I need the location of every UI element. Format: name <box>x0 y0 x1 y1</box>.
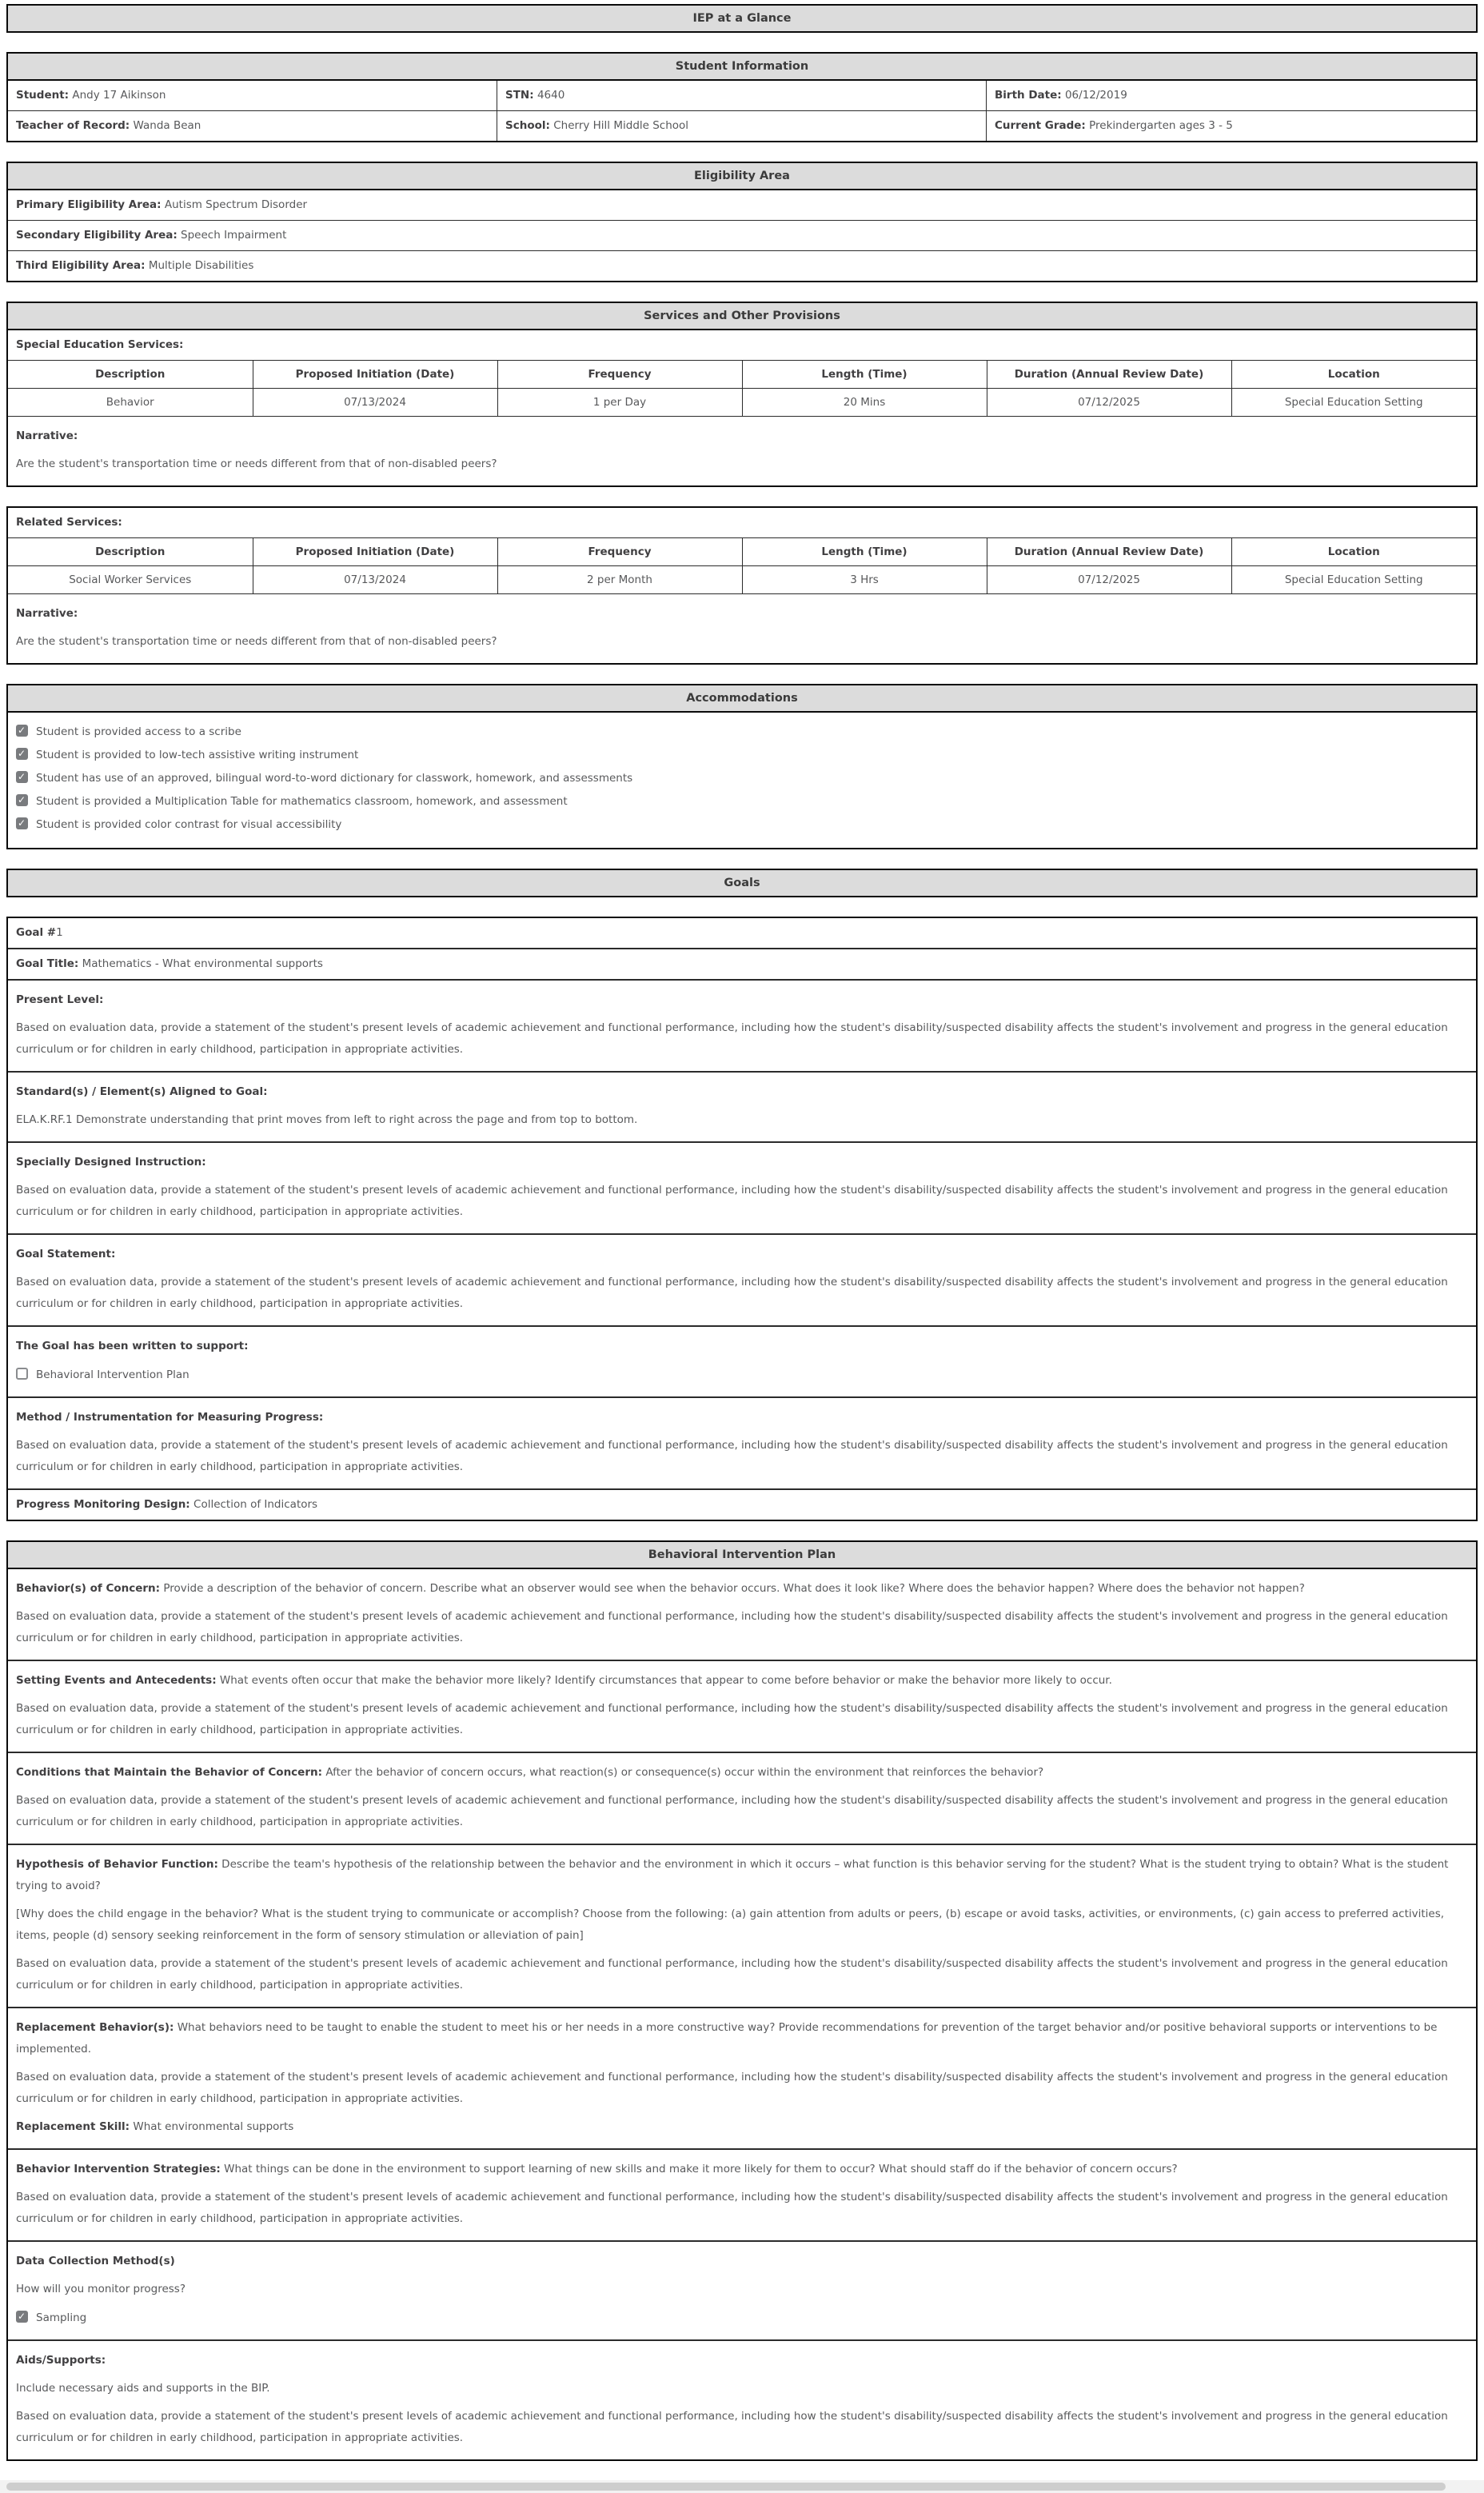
col-proposed-initiation: Proposed Initiation (Date) <box>253 538 497 566</box>
related-services-table-wrap <box>8 538 1476 594</box>
prompt-text: Describe the team's hypothesis of the relationship between the behavior and the environment in which it occurs – what function is this behavior serving for the student? What is the student trying to obtain? What is the student trying to avoid? <box>16 1858 1449 1892</box>
field-value: Cherry Hill Middle School <box>553 119 689 132</box>
cell-description: Social Worker Services <box>8 566 253 594</box>
data-collection-option-label: Sampling <box>36 2311 87 2324</box>
related-services-section <box>6 506 1478 665</box>
cell-length: 20 Mins <box>742 389 987 417</box>
col-location: Location <box>1231 538 1476 566</box>
goal-support-row: The Goal has been written to support: Behavioral Intervention Plan <box>8 1327 1476 1398</box>
accommodations-list <box>8 713 1476 848</box>
cell-length: 3 Hrs <box>742 566 987 594</box>
checkbox-unchecked-icon[interactable] <box>16 1368 28 1380</box>
checkbox-checked-icon[interactable] <box>16 771 28 783</box>
stn-field <box>497 81 987 110</box>
setting-events-text: Based on evaluation data, provide a statement of the student's present levels of academic achievement and functional performance, including how the student's disability/suspected disability affects the student's involvement and progress in the general education curriculum or for children in early childhood, participation in appropriate activities. <box>16 1702 1448 1736</box>
prompt-text: What things can be done in the environment to support learning of new skills and make it more likely for them to occur? What should staff do if the behavior of concern occurs? <box>224 2163 1178 2175</box>
behaviors-of-concern-text: Based on evaluation data, provide a statement of the student's present levels of academic achievement and functional performance, including how the student's disability/suspected disability affects the student's involvement and progress in the general education curriculum or for children in early childhood, participation in appropriate activities. <box>16 1610 1448 1644</box>
narrative-text: Are the student's transportation time or needs different from that of non-disabled peers? <box>16 457 497 470</box>
services-narrative <box>8 417 1476 485</box>
checkbox-checked-icon[interactable] <box>16 817 28 829</box>
aids-text: Based on evaluation data, provide a statement of the student's present levels of academic achievement and functional performance, including how the student's disability/suspected disability affects the student's involvement and progress in the general education curriculum or for children in early childhood, participation in appropriate activities. <box>16 2410 1448 2444</box>
services-header: Services and Other Provisions <box>8 303 1476 330</box>
pmd-value: Collection of Indicators <box>193 1498 318 1511</box>
field-label: STN: <box>505 89 534 102</box>
col-duration: Duration (Annual Review Date) <box>987 361 1231 389</box>
related-services-table <box>8 538 1476 593</box>
cell-description: Behavior <box>8 389 253 417</box>
related-services-label: Related Services: <box>8 508 1476 538</box>
goals-header: Goals <box>8 870 1476 896</box>
field-value: 06/12/2019 <box>1064 89 1127 102</box>
field-label: Secondary Eligibility Area: <box>16 229 178 242</box>
related-services-narrative <box>8 594 1476 663</box>
eligibility-section <box>6 162 1478 282</box>
goal-statement-text: Based on evaluation data, provide a statement of the student's present levels of academic achievement and functional performance, including how the student's disability/suspected disability affects the student's involvement and progress in the general education curriculum or for children in early childhood, participation in appropriate activities. <box>16 1276 1448 1310</box>
student-field <box>8 81 497 110</box>
measuring-progress-row: Method / Instrumentation for Measuring Progress: Based on evaluation data, provide a statement of the student's present levels of academic achievement and functional performance, including how the student's disability/suspected disability affects the student's involvement and progress in the general education curriculum or for children in early childhood, participation in appropriate activities. <box>8 1398 1476 1490</box>
aids-supports-row: Aids/Supports: Include necessary aids and supports in the BIP. Based on evaluation data, provide a statement of the student's present levels of academic achievement and functional performance, including how the student's disability/suspected disability affects the student's involvement and progress in the general education curriculum or for children in early childhood, participation in appropriate activities. <box>8 2341 1476 2459</box>
narrative-label: Narrative: <box>16 607 78 620</box>
conditions-text: Based on evaluation data, provide a statement of the student's present levels of academic achievement and functional performance, including how the student's disability/suspected disability affects the student's involvement and progress in the general education curriculum or for children in early childhood, participation in appropriate activities. <box>16 1794 1448 1828</box>
special-education-services-label: Special Education Services: <box>8 330 1476 361</box>
field-value: Wanda Bean <box>133 119 201 132</box>
goal-statement-row: Goal Statement: Based on evaluation data, provide a statement of the student's present levels of academic achievement and functional performance, including how the student's disability/suspected disability affects the student's involvement and progress in the general education curriculum or for children in early childhood, participation in appropriate activities. <box>8 1235 1476 1327</box>
goal-number: 1 <box>56 926 63 939</box>
goal-number-row: Goal #1 <box>8 918 1476 949</box>
cell-frequency: 1 per Day <box>497 389 742 417</box>
field-value: Speech Impairment <box>181 229 287 242</box>
special-education-services-table <box>8 361 1476 416</box>
accommodation-label: Student is provided to low-tech assistive writing instrument <box>36 749 359 761</box>
accommodation-item <box>16 767 1468 789</box>
replacement-behaviors-text: Based on evaluation data, provide a statement of the student's present levels of academic achievement and functional performance, including how the student's disability/suspected disability affects the student's involvement and progress in the general education curriculum or for children in early childhood, participation in appropriate activities. <box>16 2071 1448 2105</box>
prompt-text: After the behavior of concern occurs, what reaction(s) or consequence(s) occur within the environment that reinforces the behavior? <box>325 1766 1044 1779</box>
accommodation-item <box>16 813 1468 836</box>
present-level-row: Present Level: Based on evaluation data, provide a statement of the student's present levels of academic achievement and functional performance, including how the student's disability/suspected disability affects the student's involvement and progress in the general education curriculum or for children in early childhood, participation in appropriate activities. <box>8 981 1476 1073</box>
intervention-strategies-row: Behavior Intervention Strategies: What things can be done in the environment to support learning of new skills and make it more likely for them to occur? What should staff do if the behavior of concern occurs? Based on evaluation data, provide a statement of the student's present levels of academic achievement and functional performance, including how the student's disability/suspected disability affects the student's involvement and progress in the general education curriculum or for children in early childhood, participation in appropriate activities. <box>8 2150 1476 2242</box>
progress-monitoring-design-row: Progress Monitoring Design: Collection of Indicators <box>16 1498 318 1511</box>
col-location: Location <box>1231 361 1476 389</box>
narrative-text: Are the student's transportation time or needs different from that of non-disabled peers? <box>16 635 497 648</box>
col-description: Description <box>8 361 253 389</box>
checkbox-checked-icon[interactable] <box>16 2311 28 2323</box>
field-value: 4640 <box>537 89 565 102</box>
accommodation-label: Student has use of an approved, bilingual word-to-word dictionary for classwork, homework, and assessments <box>36 772 633 785</box>
student-information-header: Student Information <box>8 54 1476 81</box>
title-bar-box <box>6 4 1478 33</box>
field-value: Prekindergarten ages 3 - 5 <box>1089 119 1233 132</box>
setting-events-row: Setting Events and Antecedents: What events often occur that make the behavior more likely? Identify circumstances that appear to come before behavior or make the behavior more likely to occur. Based on evaluation data, provide a statement of the student's present levels of academic achievement and functional performance, including how the student's disability/suspected disability affects the student's involvement and progress in the general education curriculum or for children in early childhood, participation in appropriate activities. <box>8 1661 1476 1753</box>
intervention-strategies-text: Based on evaluation data, provide a statement of the student's present levels of academic achievement and functional performance, including how the student's disability/suspected disability affects the student's involvement and progress in the general education curriculum or for children in early childhood, participation in appropriate activities. <box>16 2191 1448 2225</box>
col-frequency: Frequency <box>497 361 742 389</box>
cell-frequency: 2 per Month <box>497 566 742 594</box>
field-label: Birth Date: <box>995 89 1062 102</box>
present-level-text: Based on evaluation data, provide a statement of the student's present levels of academic achievement and functional performance, including how the student's disability/suspected disability affects the student's involvement and progress in the general education curriculum or for children in early childhood, participation in appropriate activities. <box>16 1021 1448 1056</box>
goals-header-box <box>6 869 1478 897</box>
hypothesis-row: Hypothesis of Behavior Function: Describe the team's hypothesis of the relationship between the behavior and the environment in which it occurs – what function is this behavior serving for the student? What is the student trying to obtain? What is the student trying to avoid? [Why does the child engage in the behavior? What is the student trying to communicate or accomplish? Choose from the following: (a) gain attention from adults or peers, (b) escape or avoid tasks, activities, or environments, (c) gain access to preferred activities, items, people (d) sensory seeking reinforcement in the form of sensory stimulation or alleviation of pain] Based on evaluation data, provide a statement of the student's present levels of academic achievement and functional performance, including how the student's disability/suspected disability affects the student's involvement and progress in the general education curriculum or for children in early childhood, participation in appropriate activities. <box>8 1845 1476 2008</box>
conditions-row: Conditions that Maintain the Behavior of Concern: After the behavior of concern occurs, what reaction(s) or consequence(s) occur within the environment that reinforces the behavior? Based on evaluation data, provide a statement of the student's present levels of academic achievement and functional performance, including how the student's disability/suspected disability affects the student's involvement and progress in the general education curriculum or for children in early childhood, participation in appropriate activities. <box>8 1753 1476 1845</box>
eligibility-header: Eligibility Area <box>8 163 1476 190</box>
standards-text: ELA.K.RF.1 Demonstrate understanding that print moves from left to right across the page and from top to bottom. <box>16 1113 638 1126</box>
birth-date-field <box>987 81 1476 110</box>
table-header-row <box>8 361 1476 389</box>
sdi-text: Based on evaluation data, provide a statement of the student's present levels of academic achievement and functional performance, including how the student's disability/suspected disability affects the student's involvement and progress in the general education curriculum or for children in early childhood, participation in appropriate activities. <box>16 1184 1448 1218</box>
accommodation-item <box>16 744 1468 766</box>
table-header-row <box>8 538 1476 566</box>
bip-header: Behavioral Intervention Plan <box>8 1542 1476 1569</box>
field-value: Andy 17 Aikinson <box>72 89 166 102</box>
student-info-row-2 <box>8 111 1476 141</box>
col-proposed-initiation: Proposed Initiation (Date) <box>253 361 497 389</box>
replacement-behaviors-row: Replacement Behavior(s): What behaviors need to be taught to enable the student to meet his or her needs in a more constructive way? Provide recommendations for prevention of the target behavior and/or positive behavioral supports or interventions to be implemented. Based on evaluation data, provide a statement of the student's present levels of academic achievement and functional performance, including how the student's disability/suspected disability affects the student's involvement and progress in the general education curriculum or for children in early childhood, participation in appropriate activities. Replacement Skill: What environmental supports <box>8 2008 1476 2150</box>
standards-row: Standard(s) / Element(s) Aligned to Goal: ELA.K.RF.1 Demonstrate understanding that print moves from left to right across the page and from top to bottom. <box>8 1073 1476 1143</box>
third-eligibility-row <box>8 251 1476 281</box>
hypothesis-bracket-text: [Why does the child engage in the behavior? What is the student trying to communicate or accomplish? Choose from the following: (a) gain attention from adults or peers, (b) escape or avoid tasks, activities, or environments, (c) gain access to preferred activities, items, people (d) sensory seeking reinforcement in the form of sensory stimulation or alleviation of pain] <box>16 1908 1445 1942</box>
checkbox-checked-icon[interactable] <box>16 794 28 806</box>
data-collection-question: How will you monitor progress? <box>16 2283 186 2295</box>
accommodations-header: Accommodations <box>8 685 1476 713</box>
narrative-label: Narrative: <box>16 429 78 442</box>
col-length: Length (Time) <box>742 538 987 566</box>
current-grade-field <box>987 111 1476 141</box>
accommodation-label: Student is provided a Multiplication Table for mathematics classroom, homework, and assessment <box>36 795 568 808</box>
table-row <box>8 389 1476 417</box>
col-frequency: Frequency <box>497 538 742 566</box>
col-length: Length (Time) <box>742 361 987 389</box>
data-collection-row: Data Collection Method(s) How will you monitor progress? ✓Sampling <box>8 2242 1476 2341</box>
hypothesis-text: Based on evaluation data, provide a statement of the student's present levels of academic achievement and functional performance, including how the student's disability/suspected disability affects the student's involvement and progress in the general education curriculum or for children in early childhood, participation in appropriate activities. <box>16 1957 1448 1992</box>
accommodation-item <box>16 790 1468 813</box>
field-label: Primary Eligibility Area: <box>16 198 162 211</box>
accommodation-label: Student is provided access to a scribe <box>36 725 241 738</box>
aids-desc: Include necessary aids and supports in the BIP. <box>16 2382 270 2395</box>
col-duration: Duration (Annual Review Date) <box>987 538 1231 566</box>
support-option <box>16 1364 1468 1386</box>
bip-section <box>6 1540 1478 2461</box>
cell-proposed-initiation: 07/13/2024 <box>253 389 497 417</box>
scrollbar-thumb[interactable] <box>6 2483 1446 2491</box>
field-label: Teacher of Record: <box>16 119 130 132</box>
prompt-text: What behaviors need to be taught to enable the student to meet his or her needs in a more constructive way? Provide recommendations for prevention of the target behavior and/or positive behavioral supports or interventions to be implemented. <box>16 2021 1438 2056</box>
support-option-label: Behavioral Intervention Plan <box>36 1368 189 1381</box>
field-label: Third Eligibility Area: <box>16 259 146 272</box>
cell-duration: 07/12/2025 <box>987 389 1231 417</box>
school-field <box>497 111 987 141</box>
teacher-field <box>8 111 497 141</box>
field-value: Autism Spectrum Disorder <box>164 198 308 211</box>
cell-proposed-initiation: 07/13/2024 <box>253 566 497 594</box>
accommodations-section <box>6 684 1478 849</box>
replacement-skill-value: What environmental supports <box>133 2120 294 2133</box>
services-section <box>6 302 1478 487</box>
goal-section <box>6 917 1478 1521</box>
measuring-progress-text: Based on evaluation data, provide a statement of the student's present levels of academic achievement and functional performance, including how the student's disability/suspected disability affects the student's involvement and progress in the general education curriculum or for children in early childhood, participation in appropriate activities. <box>16 1439 1448 1473</box>
behaviors-of-concern-row: Behavior(s) of Concern: Provide a description of the behavior of concern. Describe what an observer would see when the behavior occurs. What does it look like? Where does the behavior happen? Where does the behavior not happen? Based on evaluation data, provide a statement of the student's present levels of academic achievement and functional performance, including how the student's disability/suspected disability affects the student's involvement and progress in the general education curriculum or for children in early childhood, participation in appropriate activities. <box>8 1569 1476 1661</box>
page-title: IEP at a Glance <box>8 6 1476 31</box>
accommodation-label: Student is provided color contrast for visual accessibility <box>36 818 342 831</box>
cell-duration: 07/12/2025 <box>987 566 1231 594</box>
goal-title-value: Mathematics - What environmental supports <box>82 957 323 970</box>
field-label: Current Grade: <box>995 119 1086 132</box>
horizontal-scrollbar[interactable] <box>0 2480 1484 2493</box>
special-education-services-table-wrap <box>8 361 1476 417</box>
secondary-eligibility-row <box>8 221 1476 251</box>
prompt-text: Provide a description of the behavior of concern. Describe what an observer would see when the behavior occurs. What does it look like? Where does the behavior happen? Where does the behavior not happen? <box>163 1582 1305 1595</box>
cell-location: Special Education Setting <box>1231 389 1476 417</box>
field-value: Multiple Disabilities <box>148 259 254 272</box>
checkbox-checked-icon[interactable] <box>16 748 28 760</box>
prompt-text: What events often occur that make the behavior more likely? Identify circumstances that appear to come before behavior or make the behavior more likely to occur. <box>219 1674 1112 1687</box>
primary-eligibility-row <box>8 190 1476 221</box>
data-collection-option <box>16 2307 1468 2329</box>
field-label: Student: <box>16 89 70 102</box>
cell-location: Special Education Setting <box>1231 566 1476 594</box>
table-row <box>8 566 1476 594</box>
specially-designed-instruction-row: Specially Designed Instruction: Based on evaluation data, provide a statement of the student's present levels of academic achievement and functional performance, including how the student's disability/suspected disability affects the student's involvement and progress in the general education curriculum or for children in early childhood, participation in appropriate activities. <box>8 1143 1476 1235</box>
checkbox-checked-icon[interactable] <box>16 725 28 737</box>
col-description: Description <box>8 538 253 566</box>
student-info-row-1 <box>8 81 1476 111</box>
field-label: School: <box>505 119 550 132</box>
student-information-section <box>6 52 1478 142</box>
accommodation-item <box>16 721 1468 743</box>
goal-title-row: Goal Title: Mathematics - What environmental supports <box>8 949 1476 981</box>
